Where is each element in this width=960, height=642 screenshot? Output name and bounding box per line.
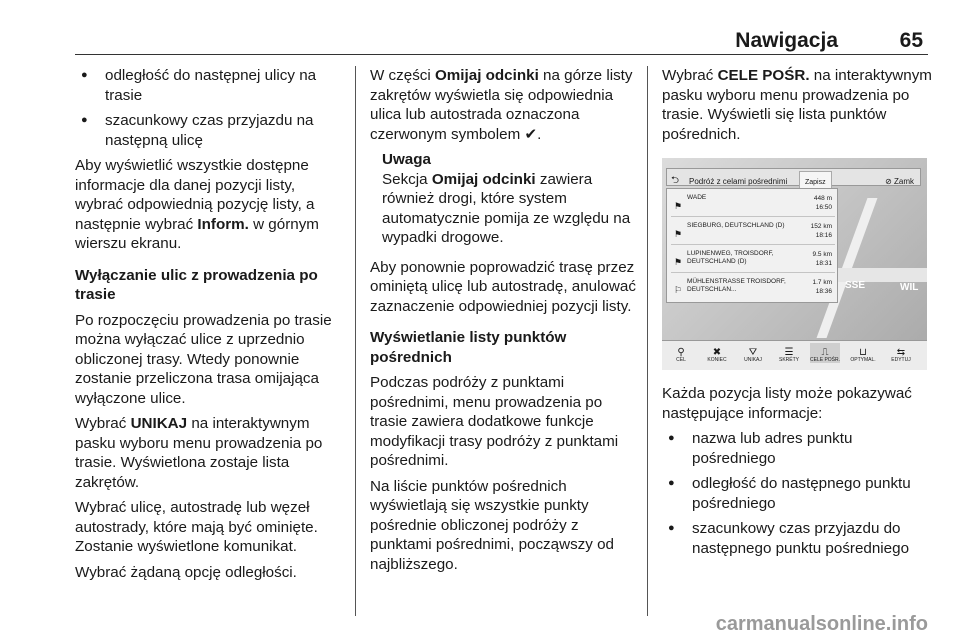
list-item: ● nazwa lub adres punktu pośredniego: [662, 429, 932, 468]
edit-button[interactable]: ⇆ EDYTUJ: [886, 343, 916, 363]
paragraph: Wybrać ulicę, autostradę lub węzeł autostrady, które mają być ominięte. Zostanie wyświetlone komunikat.: [75, 499, 318, 555]
subheading: Wyłączanie ulic z prowadzenia po trasie: [75, 266, 318, 303]
column-1: [75, 66, 345, 588]
note-text: Sekcja Omijaj odcinki zawiera również drogi, które system automatycznie pomija ze względu na wypadki drogowe.: [382, 170, 631, 246]
stop-icon: ✖: [712, 347, 722, 358]
back-icon[interactable]: ⮌: [671, 175, 680, 186]
destination-button[interactable]: ⚲ CEL: [666, 343, 696, 363]
paragraph: Podczas podróży z punktami pośrednimi, menu prowadzenia po trasie zawiera dodatkowe funkcje modyfikacji trasy podróży z punktami pośrednimi.: [370, 374, 619, 469]
subheading: Wyświetlanie listy punktów pośrednich: [370, 329, 567, 366]
bullet-list: [662, 429, 932, 558]
screen-topbar: [666, 168, 921, 186]
page-number: 65: [899, 29, 923, 52]
list-item: ● szacunkowy czas przyjazdu do następnego punktu pośredniego: [662, 519, 932, 558]
avoid-road-icon: ⛛: [748, 347, 758, 358]
end-button[interactable]: ✖ KONIEC: [702, 343, 732, 363]
list-item[interactable]: ⚐ MÜHLENSTRASSE TROISDORF, DEUTSCHLAN... 1.7 km 18:36: [671, 275, 835, 301]
note-title: Uwaga: [382, 151, 431, 168]
optimize-icon: ⊔: [859, 347, 867, 358]
paragraph: Aby ponownie poprowadzić trasę przez ominiętą ulicę lub autostradę, anulować zaznaczenie odpowiedniej pozycji listy.: [370, 258, 636, 315]
map-label: SSE: [845, 280, 866, 291]
waypoint-flag-icon: ⚑: [674, 229, 683, 239]
list-item: ● odległość do następnego punktu pośredniego: [662, 474, 932, 513]
section-title: Nawigacja: [735, 29, 838, 52]
paragraph: Każda pozycja listy może pokazywać następujące informacje:: [662, 385, 912, 422]
optimize-button[interactable]: ⊔ OPTYMAL.: [848, 343, 878, 363]
paragraph: Na liście punktów pośrednich wyświetlają się wszystkie punkty pośrednie obliczonej podróży z punktami pośrednimi, począwszy od najbliższego.: [370, 477, 614, 573]
paragraph: Aby wyświetlić wszystkie dostępne informacje dla danej pozycji listy, wybrać odpowiednią pozycję listy, a następnie wybrać Inform. w górnym wierszu ekranu.: [75, 157, 319, 252]
column-divider: [355, 66, 356, 616]
waypoints-button[interactable]: ⎍ CELE POŚR.: [810, 343, 840, 363]
paragraph: W części Omijaj odcinki na górze listy zakrętów wyświetla się odpowiednia ulica lub autostrada oznaczona czerwonym symbolem ✔.: [370, 67, 633, 143]
map-label: WIL: [900, 282, 919, 293]
destination-flag-icon: ⚐: [674, 285, 683, 295]
edit-route-icon: ⇆: [896, 347, 906, 358]
paragraph: Po rozpoczęciu prowadzenia po trasie można wyłączać ulice z uprzednio obliczonej trasy. Wtedy ponownie zostanie przeliczona trasa omijająca wyłączone ulice.: [75, 311, 332, 407]
turn-list-button[interactable]: ☰ SKRÉTY: [774, 343, 804, 363]
bullet-list: [75, 66, 345, 150]
list-item[interactable]: ⚑ LUPINENWEG, TROISDORF, DEUTSCHLAND (D) 9.5 km 18:31: [671, 247, 835, 273]
waypoint-list: [666, 188, 838, 303]
interaction-selector-bar: [662, 340, 927, 370]
search-icon: ⚲: [677, 347, 685, 358]
paragraph: Wybrać żądaną opcję odległości.: [75, 563, 297, 581]
waypoint-flag-icon: ⚑: [674, 257, 683, 267]
avoid-button[interactable]: ⛛ UNIKAJ: [738, 343, 768, 363]
column-divider: [647, 66, 648, 616]
waypoints-icon: ⎍: [821, 347, 829, 358]
paragraph: Wybrać CELE POŚR. na interaktywnym pasku wyboru menu prowadzenia po trasie. Wyświetli się lista punktów pośrednich.: [662, 67, 932, 143]
column-3: [662, 66, 932, 564]
list-item[interactable]: ⚑ SIEGBURG, DEUTSCHLAND (D) 152 km 18:16: [671, 219, 835, 245]
page-header: [75, 25, 928, 55]
list-item[interactable]: ⚑ WADE 448 m 16:50: [671, 191, 835, 217]
waypoint-flag-icon: ⚑: [674, 201, 683, 211]
note-box: [370, 150, 640, 248]
turn-list-icon: ☰: [784, 347, 794, 358]
paragraph: Wybrać UNIKAJ na interaktywnym pasku wyboru menu prowadzenia po trasie. Wyświetlona zostaje lista zakrętów.: [75, 415, 323, 491]
screen-title: Podróż z celami pośrednimi: [689, 177, 788, 186]
infotainment-screenshot: [662, 158, 927, 370]
watermark: carmanualsonline.info: [715, 613, 928, 635]
column-2: [370, 66, 640, 580]
save-button[interactable]: Zapisz: [799, 171, 832, 195]
list-item: ● odległość do następnej ulicy na trasie: [75, 66, 345, 105]
list-item: ● szacunkowy czas przyjazdu na następną ulicę: [75, 111, 345, 150]
close-button[interactable]: ⊘ Zamk: [885, 177, 914, 186]
